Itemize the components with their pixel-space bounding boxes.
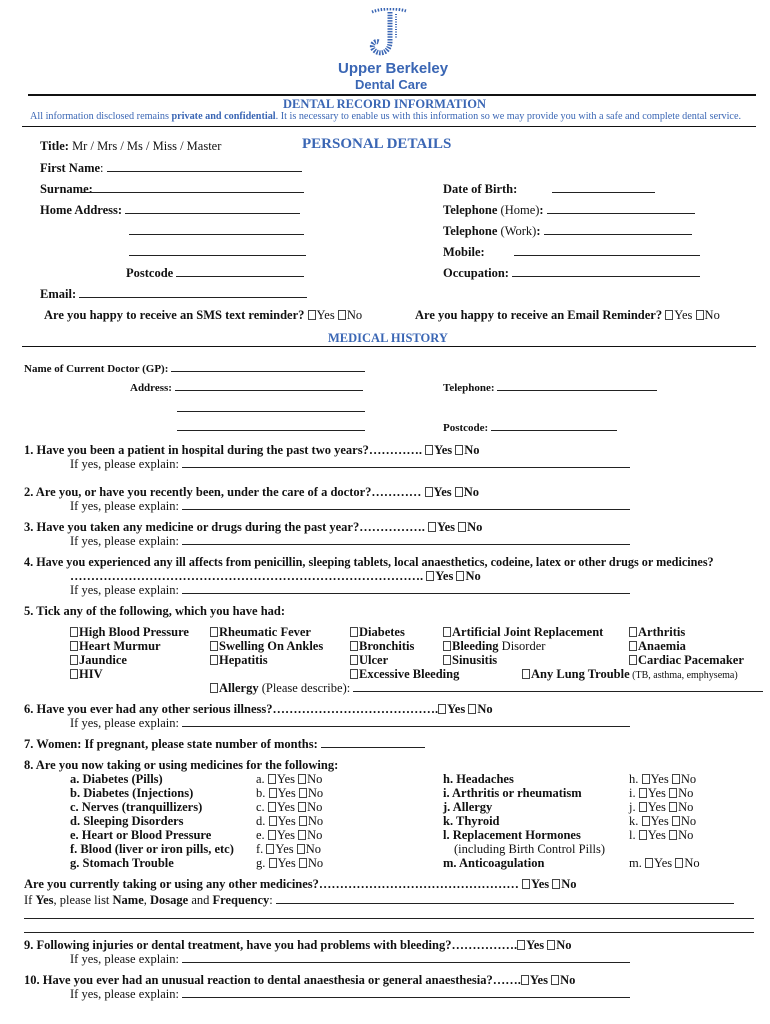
medication-yes-checkbox[interactable]: Yes xyxy=(269,786,296,801)
condition-artificial-joint[interactable]: Artificial Joint Replacement xyxy=(443,625,603,640)
sms-yes-checkbox[interactable]: Yes xyxy=(308,308,335,323)
q1-explain-field[interactable]: If yes, please explain: xyxy=(70,457,630,472)
condition-allergy[interactable]: Allergy (Please describe): xyxy=(210,681,763,696)
medication-answer: i. Yes No xyxy=(629,786,694,800)
medication-answer: m. Yes No xyxy=(629,856,700,870)
q10-explain-field[interactable]: If yes, please explain: xyxy=(70,987,630,1002)
medication-yes-checkbox[interactable]: Yes xyxy=(269,814,296,829)
q6-yes-checkbox[interactable]: Yes xyxy=(438,702,465,717)
address-line-2[interactable] xyxy=(129,224,304,239)
condition-heart-murmur[interactable]: Heart Murmur xyxy=(70,639,161,654)
medication-answer: h. Yes No xyxy=(629,772,697,786)
surname-label: Surname: xyxy=(40,182,93,196)
q9-explain-field[interactable]: If yes, please explain: xyxy=(70,952,630,967)
medication-yes-checkbox[interactable]: Yes xyxy=(645,856,672,871)
q2-explain-field[interactable]: If yes, please explain: xyxy=(70,499,630,514)
medication-yes-checkbox[interactable]: Yes xyxy=(642,814,669,829)
telephone-work-field[interactable]: Telephone (Work): xyxy=(443,224,692,239)
question-10: 10. Have you ever had an unusual reaction to dental anaesthesia or general anaesthesia?……. Yes No xyxy=(24,973,576,987)
medication-yes-checkbox[interactable]: Yes xyxy=(266,842,293,857)
doctor-address-line-2[interactable] xyxy=(177,401,365,416)
medication-no-checkbox[interactable]: No xyxy=(675,856,699,871)
medication-answer: f. Yes No xyxy=(256,842,322,856)
medication-label: l. Replacement Hormones xyxy=(443,828,581,842)
telephone-home-field[interactable]: Telephone (Home): xyxy=(443,203,695,218)
medical-rule xyxy=(22,346,756,347)
medication-answer: k. Yes No xyxy=(629,814,697,828)
postcode-field[interactable]: Postcode xyxy=(126,266,304,281)
other-meds-yes-checkbox[interactable]: Yes xyxy=(522,877,549,892)
title-field[interactable]: Title: Mr / Mrs / Ms / Miss / Master xyxy=(40,139,222,153)
header-rule xyxy=(28,94,756,96)
medication-label: j. Allergy xyxy=(443,800,493,814)
email-reminder-question: Are you happy to receive an Email Reminder? Yes No xyxy=(415,308,720,322)
medication-no-checkbox[interactable]: No xyxy=(298,800,322,815)
brand-name-line1: Upper Berkeley xyxy=(338,60,449,77)
medication-answer: c. Yes No xyxy=(256,800,323,814)
email-yes-checkbox[interactable]: Yes xyxy=(665,308,692,323)
medication-no-checkbox[interactable]: No xyxy=(298,772,322,787)
mobile-label: Mobile: xyxy=(443,245,485,259)
medication-yes-checkbox[interactable]: Yes xyxy=(642,772,669,787)
occupation-field[interactable]: Occupation: xyxy=(443,266,700,281)
q2-yes-checkbox[interactable]: Yes xyxy=(425,485,452,500)
q4-explain-field[interactable]: If yes, please explain: xyxy=(70,583,630,598)
notice-rule xyxy=(22,126,756,127)
mobile-input[interactable] xyxy=(514,245,700,260)
condition-lung-trouble[interactable]: Any Lung Trouble (TB, asthma, emphysema) xyxy=(522,667,738,682)
question-9: 9. Following injuries or dental treatment, have you had problems with bleeding?……………. Yes No xyxy=(24,938,572,952)
doctor-postcode-field[interactable]: Postcode: xyxy=(443,420,617,434)
doctor-telephone-field[interactable]: Telephone: xyxy=(443,380,657,394)
q3-yes-checkbox[interactable]: Yes xyxy=(428,520,455,535)
medication-yes-checkbox[interactable]: Yes xyxy=(268,772,295,787)
medication-yes-checkbox[interactable]: Yes xyxy=(639,786,666,801)
sms-reminder-question: Are you happy to receive an SMS text reminder? Yes No xyxy=(44,308,363,322)
medication-label: h. Headaches xyxy=(443,772,514,786)
hormones-note: (including Birth Control Pills) xyxy=(454,842,606,856)
medication-yes-checkbox[interactable]: Yes xyxy=(268,800,295,815)
medication-label: c. Nerves (tranquillizers) xyxy=(70,800,203,814)
medication-label: f. Blood (liver or iron pills, etc) xyxy=(70,842,234,856)
medical-history-heading: MEDICAL HISTORY xyxy=(328,331,448,345)
medication-yes-checkbox[interactable]: Yes xyxy=(639,828,666,843)
medication-no-checkbox[interactable]: No xyxy=(298,828,322,843)
medication-no-checkbox[interactable]: No xyxy=(299,786,323,801)
condition-cardiac-pacemaker[interactable]: Cardiac Pacemaker xyxy=(629,653,744,668)
medication-yes-checkbox[interactable]: Yes xyxy=(639,800,666,815)
other-meds-no-checkbox[interactable]: No xyxy=(552,877,576,892)
medication-no-checkbox[interactable]: No xyxy=(672,814,696,829)
medication-label: i. Arthritis or rheumatism xyxy=(443,786,582,800)
medication-label: b. Diabetes (Injections) xyxy=(70,786,194,800)
medication-no-checkbox[interactable]: No xyxy=(299,856,323,871)
condition-hiv[interactable]: HIV xyxy=(70,667,103,682)
doctor-name-field[interactable]: Name of Current Doctor (GP): xyxy=(24,361,365,375)
question-7[interactable]: 7. Women: If pregnant, please state number of months: xyxy=(24,737,425,752)
other-medicines-question: Are you currently taking or using any other medicines?………………………………………… Yes No xyxy=(24,877,577,891)
condition-rheumatic-fever[interactable]: Rheumatic Fever xyxy=(210,625,311,640)
medication-label: d. Sleeping Disorders xyxy=(70,814,184,828)
condition-swelling-ankles[interactable]: Swelling On Ankles xyxy=(210,639,323,654)
medicine-list-line-2[interactable] xyxy=(24,908,754,923)
condition-bronchitis[interactable]: Bronchitis xyxy=(350,639,414,654)
q6-no-checkbox[interactable]: No xyxy=(468,702,492,717)
first-name-field[interactable]: First Name: xyxy=(40,161,302,176)
dob-input[interactable] xyxy=(552,182,655,197)
q9-no-checkbox[interactable]: No xyxy=(547,938,571,953)
q4-no-checkbox[interactable]: No xyxy=(456,569,480,584)
condition-diabetes[interactable]: Diabetes xyxy=(350,625,405,640)
q3-no-checkbox[interactable]: No xyxy=(458,520,482,535)
doctor-address-field[interactable]: Address: xyxy=(130,380,363,394)
question-4: 4. Have you experienced any ill affects from penicillin, sleeping tablets, local anaesthetics, codeine, latex or other drugs or medicines? xyxy=(24,555,714,569)
q2-no-checkbox[interactable]: No xyxy=(455,485,479,500)
medication-answer: l. Yes No xyxy=(629,828,694,842)
brand-name-line2: Dental Care xyxy=(355,77,428,92)
sms-no-checkbox[interactable]: No xyxy=(338,308,362,323)
q1-yes-checkbox[interactable]: Yes xyxy=(425,443,452,458)
question-4-answer: …………………………………………………………………………. Yes No xyxy=(70,569,481,583)
personal-details-heading: PERSONAL DETAILS xyxy=(302,136,452,152)
condition-arthritis[interactable]: Arthritis xyxy=(629,625,685,640)
medication-yes-checkbox[interactable]: Yes xyxy=(269,856,296,871)
question-2: 2. Are you, or have you recently been, under the care of a doctor?………… Yes No xyxy=(24,485,480,499)
dental-care-logo xyxy=(366,8,410,58)
medication-answer: g. Yes No xyxy=(256,856,324,870)
q1-no-checkbox[interactable]: No xyxy=(455,443,479,458)
medicine-list-line-3[interactable] xyxy=(24,922,754,937)
medicine-list-field[interactable]: If Yes, please list Name, Dosage and Frequency: xyxy=(24,893,734,908)
q4-yes-checkbox[interactable]: Yes xyxy=(426,569,453,584)
medication-answer: b. Yes No xyxy=(256,786,324,800)
email-no-checkbox[interactable]: No xyxy=(696,308,720,323)
q6-explain-field[interactable]: If yes, please explain: xyxy=(70,716,630,731)
question-6: 6. Have you ever had any other serious illness?…………………………………. Yes No xyxy=(24,702,493,716)
medication-label: g. Stomach Trouble xyxy=(70,856,174,870)
condition-anaemia[interactable]: Anaemia xyxy=(629,639,686,654)
q9-yes-checkbox[interactable]: Yes xyxy=(517,938,544,953)
q10-yes-checkbox[interactable]: Yes xyxy=(521,973,548,988)
medication-label: k. Thyroid xyxy=(443,814,500,828)
medication-no-checkbox[interactable]: No xyxy=(672,772,696,787)
medication-answer: e. Yes No xyxy=(256,828,323,842)
condition-sinusitis[interactable]: Sinusitis xyxy=(443,653,497,668)
medication-no-checkbox[interactable]: No xyxy=(297,842,321,857)
medication-answer: j. Yes No xyxy=(629,800,694,814)
condition-jaundice[interactable]: Jaundice xyxy=(70,653,127,668)
condition-bleeding-disorder[interactable]: Bleeding Disorder xyxy=(443,639,545,654)
condition-hepatitis[interactable]: Hepatitis xyxy=(210,653,268,668)
document-title: DENTAL RECORD INFORMATION xyxy=(283,97,487,111)
medication-no-checkbox[interactable]: No xyxy=(669,800,693,815)
privacy-notice: All information disclosed remains private and confidential. It is necessary to enable us with this information so we may provide you with a safe and complete dental service. xyxy=(30,111,742,122)
email-field[interactable]: Email: xyxy=(40,287,307,302)
doctor-address-line-3[interactable] xyxy=(177,420,365,435)
surname-input[interactable] xyxy=(82,182,304,197)
home-address-field[interactable]: Home Address: xyxy=(40,203,300,218)
question-8: 8. Are you now taking or using medicines for the following: xyxy=(24,758,339,772)
medication-no-checkbox[interactable]: No xyxy=(669,786,693,801)
medication-label: m. Anticoagulation xyxy=(443,856,545,870)
condition-high-blood-pressure[interactable]: High Blood Pressure xyxy=(70,625,189,640)
medication-no-checkbox[interactable]: No xyxy=(299,814,323,829)
condition-ulcer[interactable]: Ulcer xyxy=(350,653,388,668)
medication-label: a. Diabetes (Pills) xyxy=(70,772,163,786)
condition-excessive-bleeding[interactable]: Excessive Bleeding xyxy=(350,667,459,682)
question-3: 3. Have you taken any medicine or drugs during the past year?……………. Yes No xyxy=(24,520,483,534)
question-5: 5. Tick any of the following, which you have had: xyxy=(24,604,286,618)
medication-label: e. Heart or Blood Pressure xyxy=(70,828,212,842)
q10-no-checkbox[interactable]: No xyxy=(551,973,575,988)
q3-explain-field[interactable]: If yes, please explain: xyxy=(70,534,630,549)
medication-yes-checkbox[interactable]: Yes xyxy=(268,828,295,843)
question-1: 1. Have you been a patient in hospital during the past two years?…………. Yes No xyxy=(24,443,480,457)
address-line-3[interactable] xyxy=(129,245,306,260)
dob-label: Date of Birth: xyxy=(443,182,518,196)
medication-answer: a. Yes No xyxy=(256,772,323,786)
medication-answer: d. Yes No xyxy=(256,814,324,828)
medication-no-checkbox[interactable]: No xyxy=(669,828,693,843)
